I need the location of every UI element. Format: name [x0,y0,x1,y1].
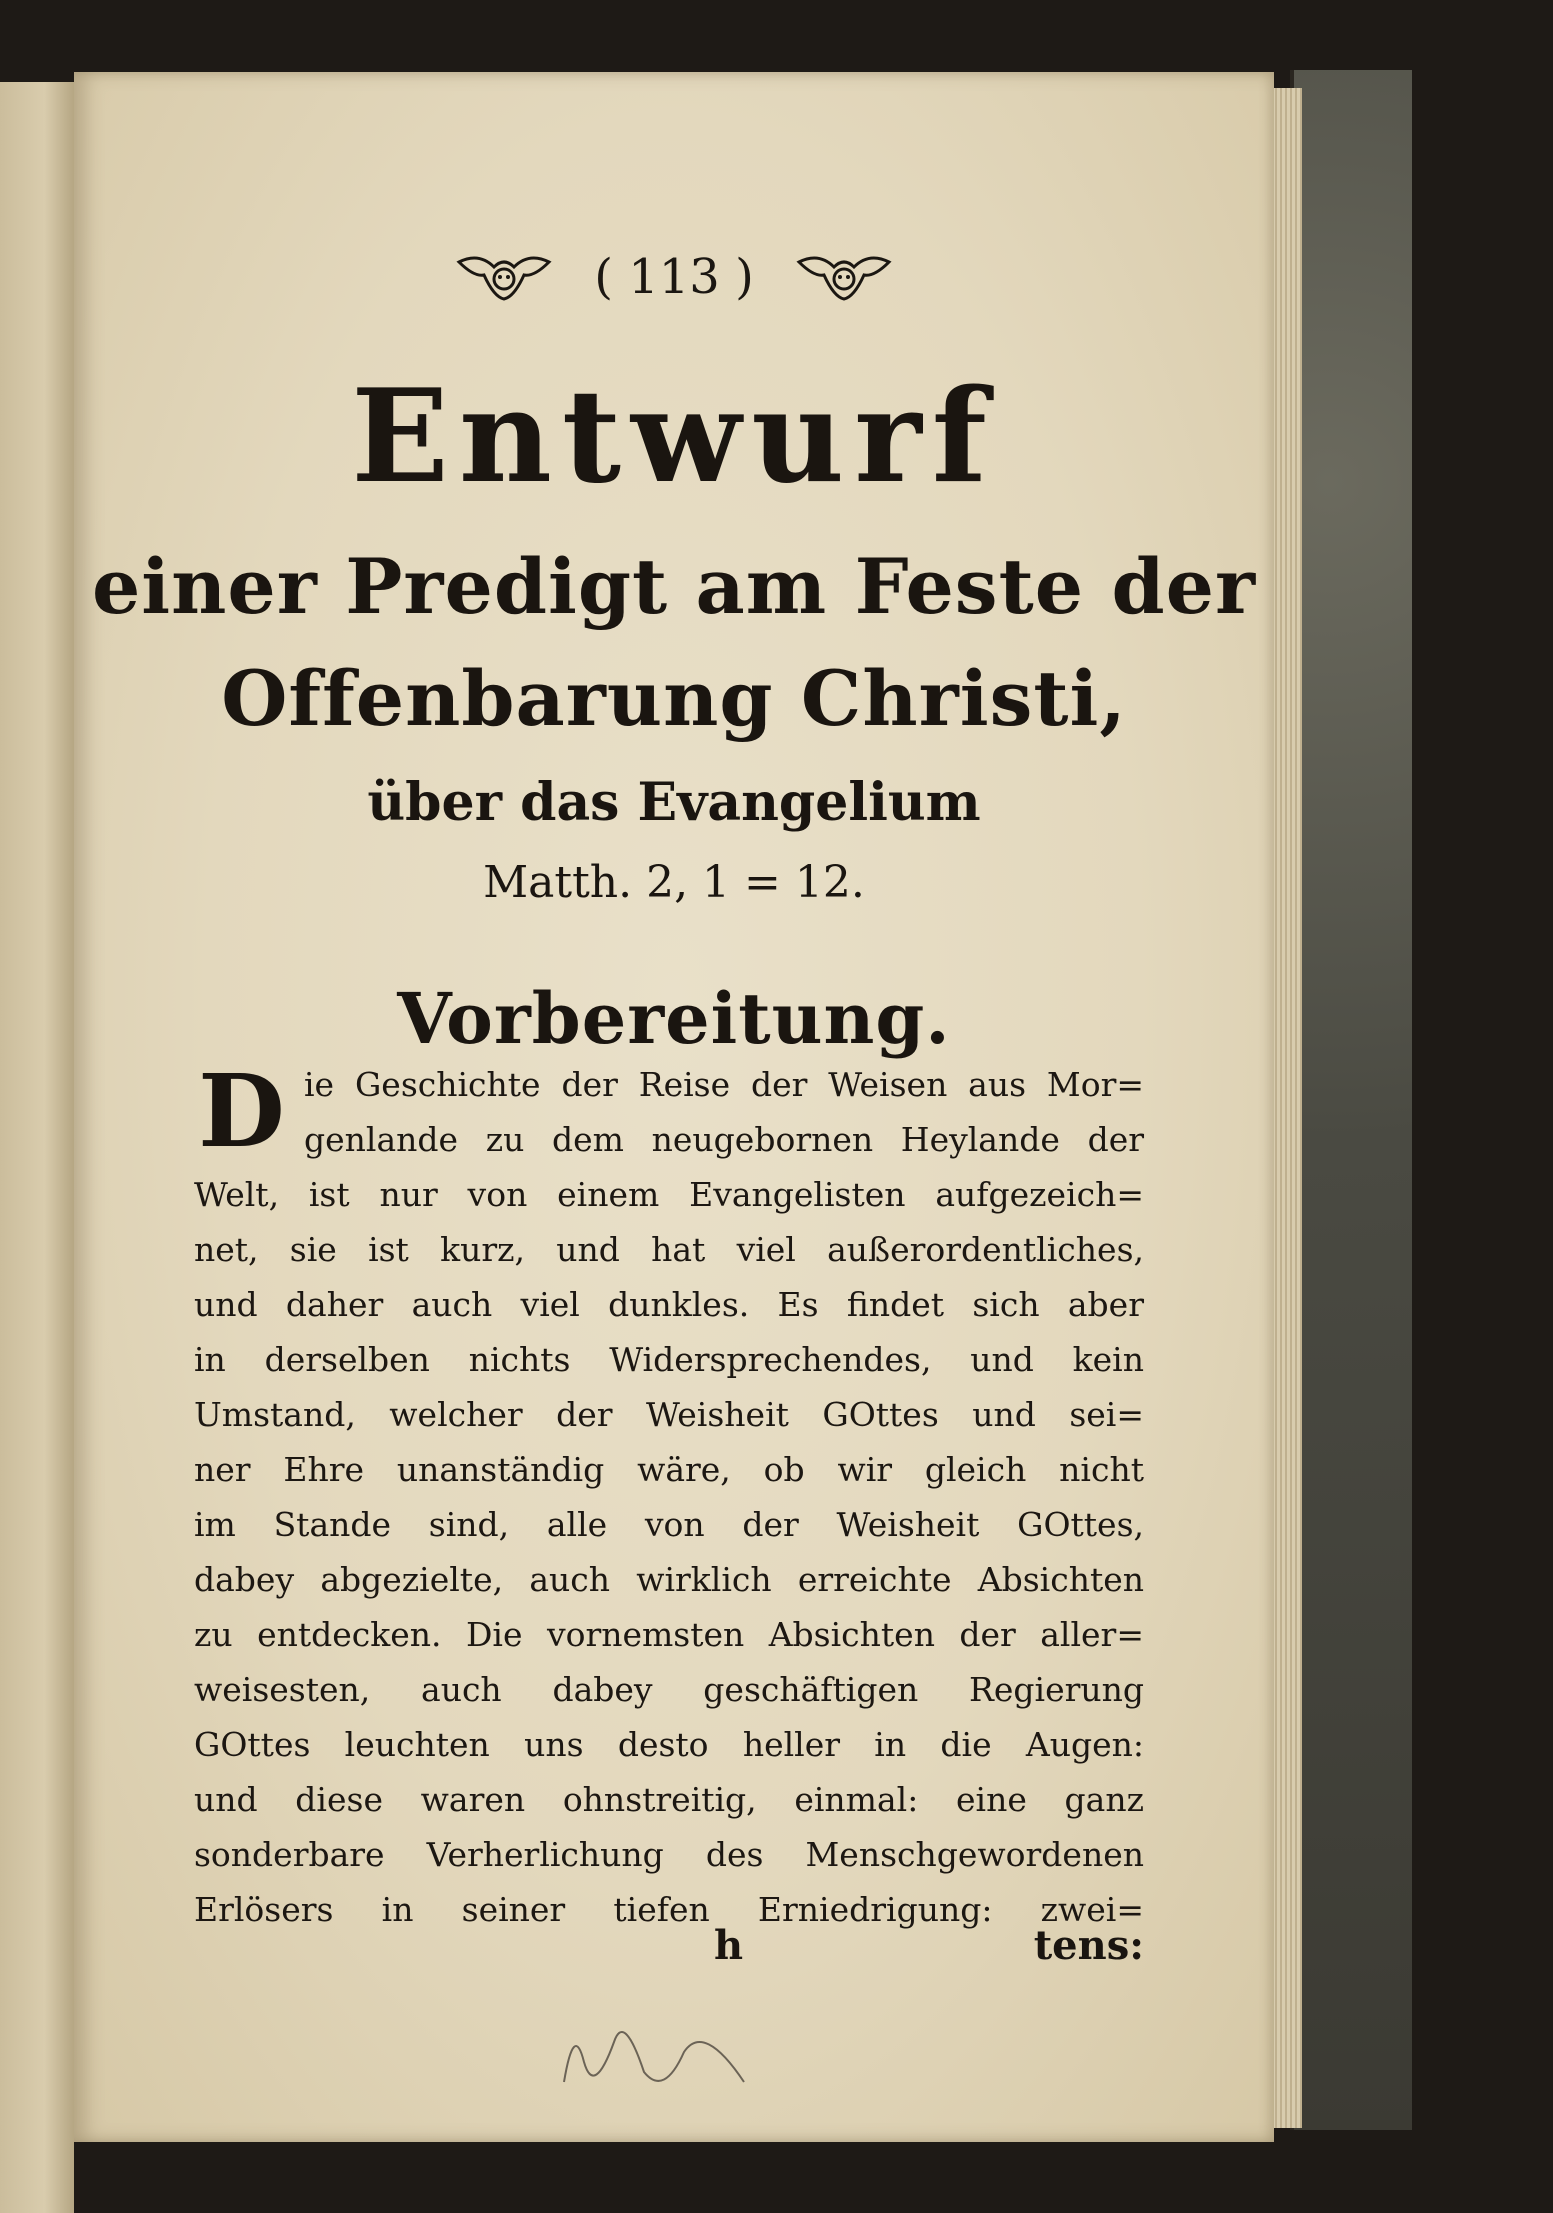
subtitle-line-3: über das Evangelium [367,772,981,833]
pencil-scribble-icon [554,2002,754,2102]
page-number: ( 113 ) [594,249,754,305]
book-cover [1290,70,1412,2130]
text-line: weisesten, auch dabey geschäftigen Regierung [194,1670,1144,1709]
text-line: und diese waren ohnstreitig, einmal: eine ganz [194,1780,1144,1819]
head-ornament-icon [454,247,554,307]
text-line: Umstand, welcher der Weisheit GOttes und sei= [194,1395,1144,1434]
text-line: und daher auch viel dunkles. Es findet sich aber [194,1285,1144,1324]
text-line: zu entdecken. Die vornemsten Absichten der aller= [194,1615,1144,1654]
text-line: GOttes leuchten uns desto heller in die Augen: [194,1725,1144,1764]
text-line: ie Geschichte der Reise der Weisen aus Mor= [304,1065,1144,1104]
scripture-reference: Matth. 2, 1 = 12. [483,857,865,908]
text-line: genlande zu dem neugebornen Heylande der [304,1120,1144,1159]
facing-page-edge [0,82,74,2213]
book-page [74,72,1274,2142]
title: Entwurf [351,362,997,512]
text-line: Welt, ist nur von einem Evangelisten aufgezeich= [194,1175,1144,1214]
body-text [194,1052,1144,1937]
head-ornament-icon [794,247,894,307]
text-line: sonderbare Verherlichung des Menschgewordenen [194,1835,1144,1874]
text-line: dabey abgezielte, auch wirklich erreichte Absichten [194,1560,1144,1599]
subtitle-line-2: Offenbarung Christi, [221,654,1127,743]
text-line: in derselben nichts Widersprechendes, und kein [194,1340,1144,1379]
page-footer [194,1922,1144,1982]
drop-cap: D [198,1052,285,1170]
text-line: net, sie ist kurz, und hat viel außerordentliches, [194,1230,1144,1269]
text-line: Erlösers in seiner tiefen Erniedrigung: zwei= [194,1890,1144,1929]
text-line: ner Ehre unanständig wäre, ob wir gleich nicht [194,1450,1144,1489]
section-heading: Vorbereitung. [397,977,951,1060]
signature-mark: h [714,1922,744,1969]
subtitle-line-1: einer Predigt am Feste der [91,542,1257,631]
text-line: im Stande sind, alle von der Weisheit GOttes, [194,1505,1144,1544]
page-header [74,222,1274,332]
catchword: tens: [1033,1922,1144,1969]
